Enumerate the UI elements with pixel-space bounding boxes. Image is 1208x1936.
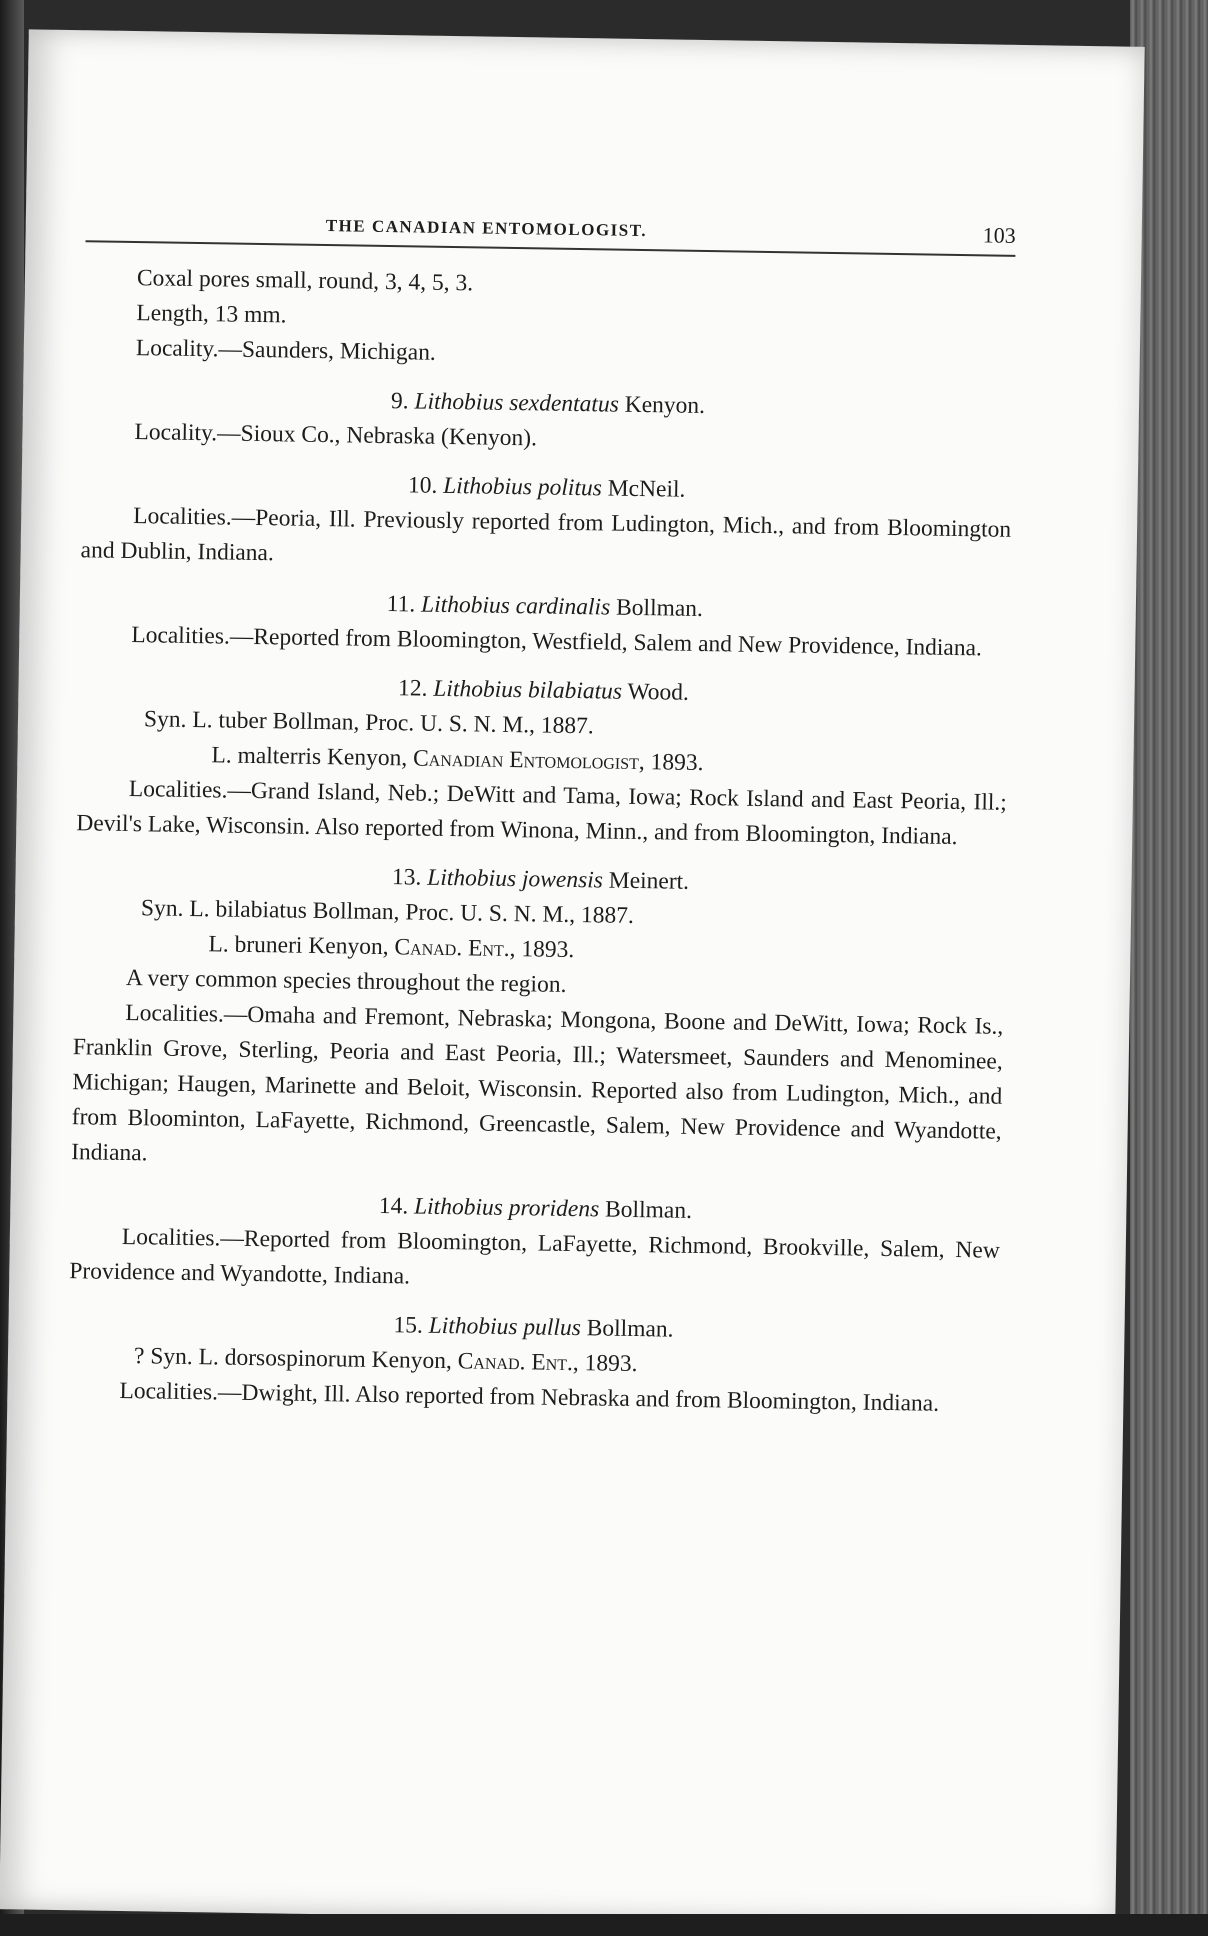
length-line: Length, 13 mm. [136,300,287,329]
synonym-line-12b: L. malterris Kenyon, Canadian Entomologist, 1893. [211,742,704,777]
species-heading-14: 14. Lithobius proridens Bollman. [378,1192,693,1224]
page-number: 103 [982,222,1016,248]
species-localities-15: Localities.—Dwight, Ill. Also reported from Nebraska and from Bloomington, Indiana. [119,1377,940,1417]
species-localities-10: Localities.—Peoria, Ill. Previously reported from Ludington, Mich., and from Bloomington and Dublin, Indiana. [80,503,1012,567]
coxal-pores-line: Coxal pores small, round, 3, 4, 5, 3. [136,265,474,297]
book-page-edges [1130,0,1208,1936]
species-localities-9: Locality.—Sioux Co., Nebraska (Kenyon). [134,419,538,452]
species-heading-13: 13. Lithobius jowensis Meinert. [391,864,690,895]
species-heading-9: 9. Lithobius sexdentatus Kenyon. [390,388,706,420]
species-heading-10: 10. Lithobius politus McNeil. [407,472,686,503]
species-heading-11: 11. Lithobius cardinalis Bollman. [386,591,704,623]
synonym-line-15: ? Syn. L. dorsospinorum Kenyon, Canad. Ent., 1893. [133,1343,638,1378]
scanned-page [0,29,1145,1926]
synonym-line-13a: Syn. L. bilabiatus Bollman, Proc. U. S. N. M., 1887. [140,895,635,929]
running-title: THE CANADIAN ENTOMOLOGIST. [325,216,648,241]
species-note-13: A very common species throughout the region. [125,964,567,998]
species-localities-12: Localities.—Grand Island, Neb.; DeWitt and Tama, Iowa; Rock Island and East Peoria, Ill.; Devil's Lake, Wisconsin. Also reported from Winona, Minn., and from Bloomington, Indiana. [76,776,1008,851]
species-localities-11: Localities.—Reported from Bloomington, Westfield, Salem and New Providence, Indiana. [131,622,983,662]
page-body [67,260,1015,1426]
species-localities-13: Localities.—Omaha and Fremont, Nebraska; Mongona, Boone and DeWitt, Iowa; Rock Is., Franklin Grove, Sterling, Peoria and East Peoria, Ill.; Watersmeet, Saunders and Menominee, Michigan; Haugen, Marinette and Beloit, Wisconsin. Reported also from Ludington, Mich., and from Bloominton, LaFayette, Richmond, Greencastle, Salem, New Providence and Wyandotte, Indiana. [70,999,1004,1167]
species-heading-15: 15. Lithobius pullus Bollman. [393,1312,674,1343]
locality-line: Locality.—Saunders, Michigan. [135,335,437,366]
scan-bottom-edge [0,1914,1208,1936]
species-heading-12: 12. Lithobius bilabiatus Wood. [397,675,690,706]
species-localities-14: Localities.—Reported from Bloomington, LaFayette, Richmond, Brookville, Salem, New Providence and Wyandotte, Indiana. [69,1223,1000,1290]
synonym-line-13b: L. bruneri Kenyon, Canad. Ent., 1893. [208,931,575,964]
synonym-line-12a: Syn. L. tuber Bollman, Proc. U. S. N. M., 1887. [143,706,594,740]
